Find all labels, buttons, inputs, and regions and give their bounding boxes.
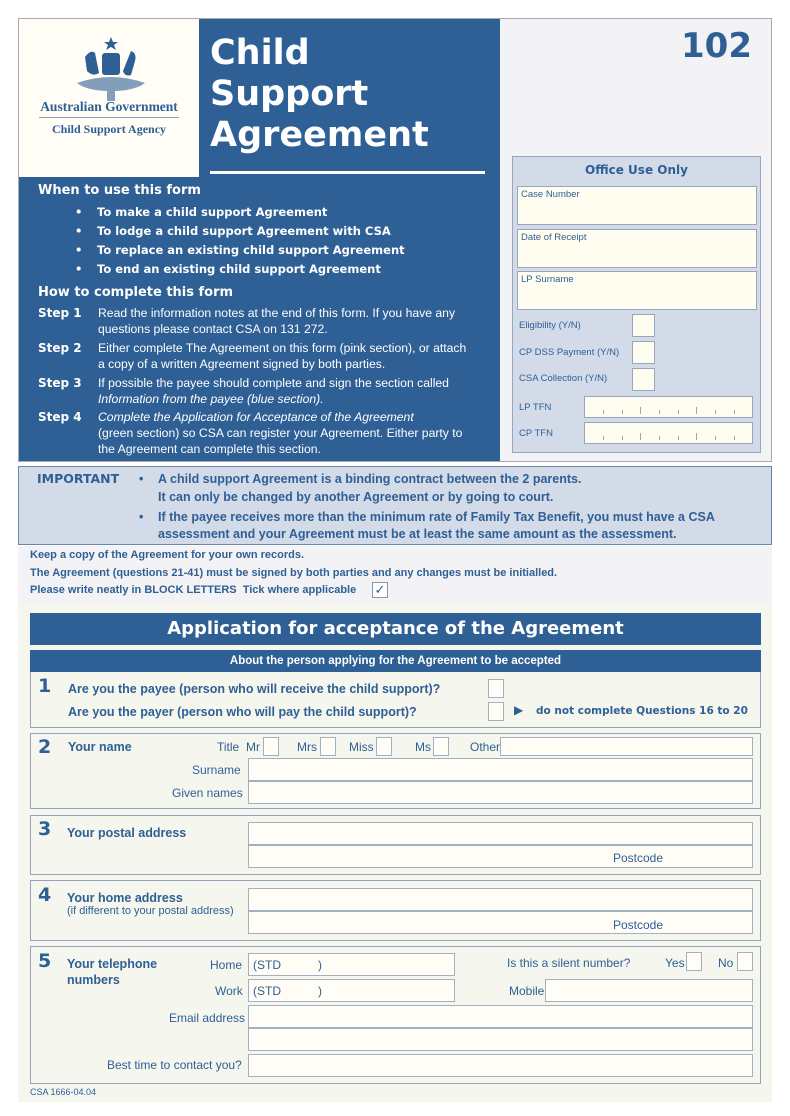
- surname-input[interactable]: [248, 758, 753, 781]
- cp-dss-payment-box[interactable]: [632, 341, 655, 364]
- when-item: To replace an existing child support Agreement: [97, 243, 405, 257]
- step-text: (green section) so CSA can register your Agreement. Either party to: [98, 426, 463, 440]
- field-label: Home: [210, 958, 243, 972]
- office-use-title: Office Use Only: [585, 163, 688, 177]
- important-text: It can only be changed by another Agreement or by going to court.: [158, 490, 554, 504]
- title-mrs-checkbox[interactable]: [320, 737, 336, 756]
- important-box: [18, 466, 772, 545]
- field-label: Case Number: [521, 189, 580, 200]
- question-label: Your name: [68, 740, 132, 754]
- title-mr-checkbox[interactable]: [263, 737, 279, 756]
- best-time-input[interactable]: [248, 1054, 753, 1077]
- case-number-field[interactable]: [517, 186, 757, 225]
- application-title: Application for acceptance of the Agreement: [30, 613, 761, 645]
- bullet-dot: •: [75, 243, 83, 257]
- note-text: Keep a copy of the Agreement for your own records.: [30, 549, 305, 561]
- eligibility-box[interactable]: [632, 314, 655, 337]
- title-panel: [199, 19, 500, 177]
- field-label: LP TFN: [519, 402, 552, 413]
- page-title-line-3: Agreement: [210, 115, 429, 155]
- agency-subname: Child Support Agency: [51, 122, 167, 136]
- instructions-panel: [19, 177, 500, 461]
- email-input-line-1[interactable]: [248, 1005, 753, 1028]
- arrow-right-icon: ▶: [514, 703, 524, 717]
- field-label: CP TFN: [519, 428, 553, 439]
- field-label: Best time to contact you?: [107, 1058, 242, 1072]
- bullet-dot: •: [75, 224, 83, 238]
- page-title-line-2: Support: [210, 74, 369, 114]
- field-label: Ms: [415, 740, 431, 754]
- step-text: Either complete The Agreement on this form (pink section), or attach: [98, 341, 467, 355]
- silent-yes-checkbox[interactable]: [686, 952, 702, 971]
- when-to-use-heading: When to use this form: [38, 183, 201, 198]
- note-text: The Agreement (questions 21-41) must be signed by both parties and any changes must be initialled.: [30, 567, 558, 579]
- payer-checkbox[interactable]: [488, 702, 504, 721]
- important-text: If the payee receives more than the minimum rate of Family Tax Benefit, you must have a CSA: [158, 510, 715, 524]
- bullet-dot: •: [139, 472, 144, 486]
- form-number: 102: [681, 26, 752, 66]
- question-number: 3: [38, 818, 52, 840]
- title-rule: [210, 171, 485, 174]
- step-text: If possible the payee should complete and sign the section called: [98, 376, 449, 390]
- field-label: Title: [217, 740, 240, 754]
- application-subheading: About the person applying for the Agreement to be accepted: [30, 650, 761, 672]
- question-number: 5: [38, 950, 52, 972]
- payee-question: Are you the payee (person who will receive the child support)?: [68, 682, 441, 696]
- home-address-line-1[interactable]: [248, 888, 753, 911]
- payee-checkbox[interactable]: [488, 679, 504, 698]
- question-number: 2: [38, 736, 52, 758]
- mobile-input[interactable]: [545, 979, 753, 1002]
- std-close: ): [318, 958, 322, 972]
- home-address-line-2[interactable]: [248, 911, 753, 934]
- field-label: No: [718, 956, 734, 970]
- question-label: numbers: [67, 973, 120, 987]
- date-of-receipt-field[interactable]: [517, 229, 757, 268]
- lp-surname-field[interactable]: [517, 271, 757, 310]
- lp-tfn-field[interactable]: [584, 396, 753, 418]
- question-sublabel: (if different to your postal address): [67, 905, 234, 917]
- cp-tfn-field[interactable]: [584, 422, 753, 444]
- field-label: Given names: [172, 786, 243, 800]
- step-label: Step 3: [38, 376, 82, 390]
- step-text: Complete the Application for Acceptance of the Agreement: [98, 410, 414, 424]
- csa-collection-box[interactable]: [632, 368, 655, 391]
- question-label: Your telephone: [67, 957, 158, 971]
- important-label: IMPORTANT: [37, 471, 120, 486]
- office-use-panel: [512, 156, 761, 453]
- how-to-heading: How to complete this form: [38, 285, 234, 300]
- field-label: LP Surname: [521, 274, 574, 285]
- step-text: Information from the payee (blue section).: [98, 392, 324, 406]
- email-input-line-2[interactable]: [248, 1028, 753, 1051]
- page-title-line-1: Child: [210, 33, 310, 73]
- agency-name: Australian Government: [40, 99, 178, 114]
- step-text: questions please contact CSA on 131 272.: [98, 322, 328, 336]
- divider: [39, 117, 179, 118]
- field-label: Work: [215, 984, 243, 998]
- step-text: a copy of a written Agreement signed by both parties.: [98, 357, 386, 371]
- given-names-input[interactable]: [248, 781, 753, 804]
- bullet-dot: •: [75, 262, 83, 276]
- form-code: CSA 1666-04.04: [30, 1087, 97, 1097]
- field-label: Yes: [665, 956, 685, 970]
- postcode-label: Postcode: [613, 918, 664, 932]
- field-label: Other: [470, 740, 501, 754]
- std-close: ): [318, 984, 322, 998]
- postcode-label: Postcode: [613, 851, 664, 865]
- field-label: Is this a silent number?: [507, 956, 631, 970]
- std-prefix: (STD: [253, 984, 281, 998]
- question-label: Your home address: [67, 891, 183, 905]
- when-item: To make a child support Agreement: [97, 205, 328, 219]
- field-label: CSA Collection (Y/N): [519, 373, 608, 384]
- important-text: assessment and your Agreement must be at least the same amount as the assessment.: [158, 527, 677, 541]
- step-label: Step 1: [38, 306, 82, 320]
- question-label: Your postal address: [67, 826, 187, 840]
- postal-address-line-1[interactable]: [248, 822, 753, 845]
- field-label: Surname: [192, 763, 241, 777]
- field-label: Eligibility (Y/N): [519, 320, 581, 331]
- title-miss-checkbox[interactable]: [376, 737, 392, 756]
- bullet-dot: •: [139, 510, 144, 524]
- step-label: Step 2: [38, 341, 82, 355]
- step-text: the Agreement can complete this section.: [98, 442, 321, 456]
- important-text: A child support Agreement is a binding contract between the 2 parents.: [158, 472, 582, 486]
- field-label: Mobile: [509, 984, 545, 998]
- bullet-dot: •: [75, 205, 83, 219]
- question-number: 4: [38, 884, 52, 906]
- payer-question: Are you the payer (person who will pay the child support)?: [68, 705, 417, 719]
- step-text: Read the information notes at the end of this form. If you have any: [98, 306, 456, 320]
- when-item: To lodge a child support Agreement with CSA: [97, 224, 391, 238]
- notes-area: [18, 546, 772, 604]
- note-text: Please write neatly in BLOCK LETTERS Tick where applicable: [30, 584, 357, 596]
- field-label: Email address: [169, 1011, 246, 1025]
- field-label: Miss: [349, 740, 374, 754]
- step-label: Step 4: [38, 410, 82, 424]
- field-label: Date of Receipt: [521, 232, 587, 243]
- coat-of-arms-icon: [71, 35, 151, 105]
- postal-address-line-2[interactable]: [248, 845, 753, 868]
- logo-panel: [19, 19, 199, 177]
- silent-no-checkbox[interactable]: [737, 952, 753, 971]
- title-other-input[interactable]: [500, 737, 753, 756]
- std-prefix: (STD: [253, 958, 281, 972]
- field-label: Mr: [246, 740, 260, 754]
- field-label: CP DSS Payment (Y/N): [519, 347, 620, 358]
- tick-example-box: ✓: [372, 582, 388, 598]
- field-label: Mrs: [297, 740, 317, 754]
- title-ms-checkbox[interactable]: [433, 737, 449, 756]
- payer-note: do not complete Questions 16 to 20: [536, 705, 748, 717]
- when-item: To end an existing child support Agreement: [97, 262, 381, 276]
- question-number: 1: [38, 675, 52, 697]
